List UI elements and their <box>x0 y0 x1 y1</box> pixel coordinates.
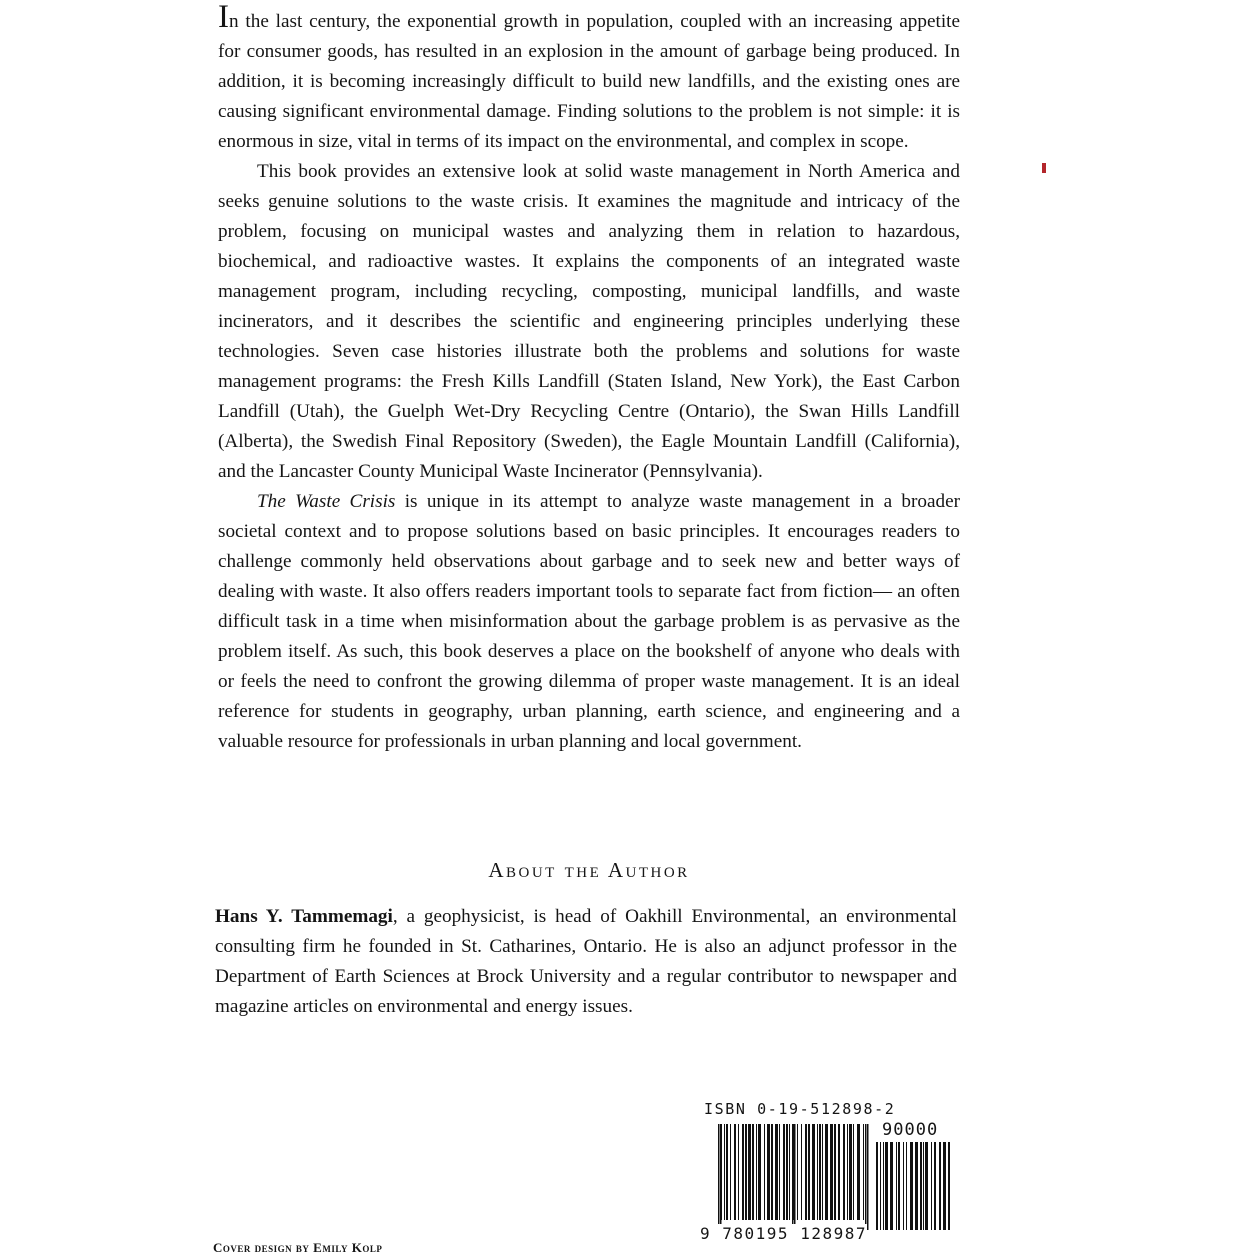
red-mark <box>1042 163 1046 173</box>
addon-digits: 90000 <box>882 1120 939 1140</box>
paragraph-1-text: n the last century, the exponential growth in population, coupled with an increasing appetite for consumer goods, has resulted in an explosion in the amount of garbage being produced. In addition, it is becoming increasingly difficult to build new landfills, and the existing ones are causing significant environmental damage. Finding solutions to the problem is not simple: it is enormous in size, vital in terms of its impact on the environmental, and complex in scope. <box>218 11 960 152</box>
paragraph-3-text: is unique in its attempt to analyze waste management in a broader societal context and to propose solutions based on basic principles. It encourages readers to challenge commonly held observations about garbage and to seek new and better ways of dealing with waste. It also offers readers important tools to separate fact from fiction— an often difficult task in a time when misinformation about the garbage problem is as pervasive as the problem itself. As such, this book deserves a place on the bookshelf of anyone who deals with or feels the need to confront the growing dilemma of proper waste management. It is an ideal reference for students in geography, urban planning, earth science, and engineering and a valuable resource for professionals in urban planning and local government. <box>218 491 961 752</box>
author-bio-text: , a geophysicist, is head of Oakhill Environmental, an environmental consulting firm he founded in St. Catharines, Ontario. He is also an adjunct professor in the Department of Earth Sciences at Brock University and a regular contributor to newspaper and magazine articles on environmental and energy issues. <box>215 906 957 1017</box>
description-paragraph-3 <box>218 487 960 757</box>
cover-design-credit: Cover design by Emily Kolp <box>213 1240 383 1255</box>
drop-cap: I <box>218 0 229 35</box>
book-title: The Waste Crisis <box>257 491 396 512</box>
author-bio <box>215 902 957 1022</box>
description-paragraph-2: This book provides an extensive look at solid waste management in North America and seeks genuine solutions to the waste crisis. It examines the magnitude and intricacy of the problem, focusing on municipal wastes and analyzing them in relation to hazardous, biochemical, and radioactive wastes. It explains the components of an integrated waste management program, including recycling, composting, municipal landfills, and waste incinerators, and it describes the scientific and engineering principles underlying these technologies. Seven case histories illustrate both the problems and solutions for waste management programs: the Fresh Kills Landfill (Staten Island, New York), the East Carbon Landfill (Utah), the Guelph Wet-Dry Recycling Centre (Ontario), the Swan Hills Landfill (Alberta), the Swedish Final Repository (Sweden), the Eagle Mountain Landfill (California), and the Lancaster County Municipal Waste Incinerator (Pennsylvania). <box>218 161 960 482</box>
isbn-label: ISBN 0-19-512898-2 <box>704 1100 896 1118</box>
author-name: Hans Y. Tammemagi <box>215 906 393 927</box>
ean-digits: 9 780195 128987 <box>700 1224 867 1243</box>
about-author-heading: About the Author <box>488 858 690 882</box>
description-paragraph-1 <box>218 0 960 157</box>
book-description <box>218 0 961 757</box>
